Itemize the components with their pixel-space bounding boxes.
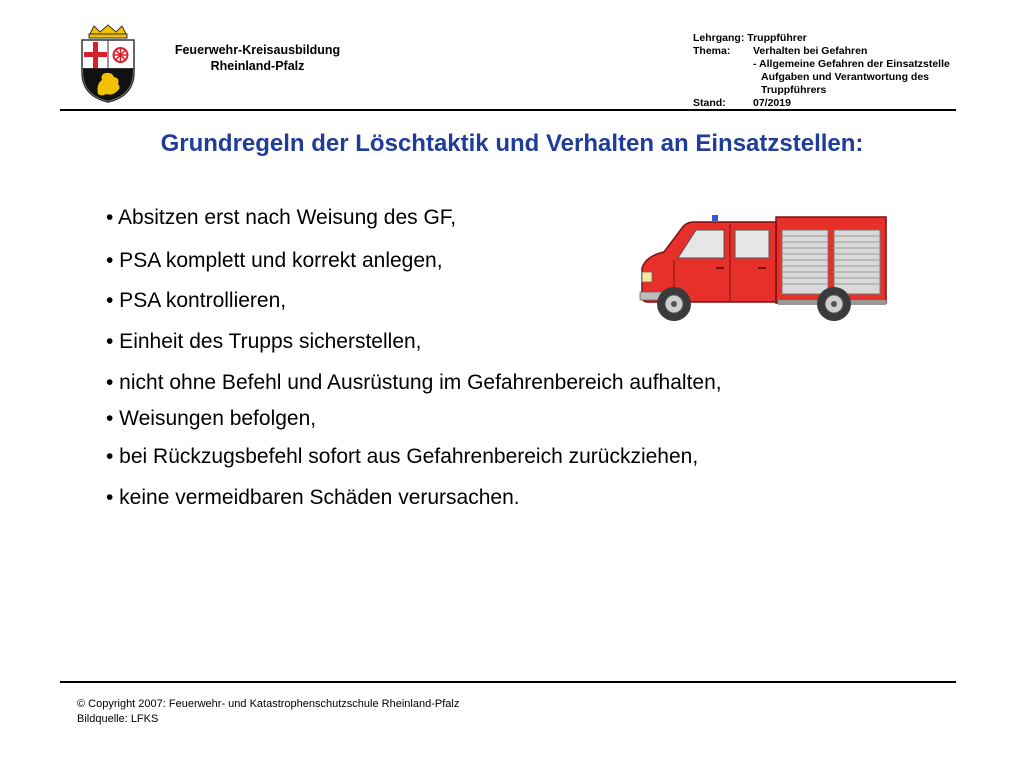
org-line-1: Feuerwehr-Kreisausbildung [174,43,341,57]
footer-divider [60,681,956,683]
list-item: • bei Rückzugsbefehl sofort aus Gefahrenbereich zurückziehen, [106,445,699,468]
list-item: • Absitzen erst nach Weisung des GF, [106,206,457,229]
thema-sub-2: Aufgaben und Verantwortung des [761,71,930,83]
lehrgang-value: Truppführer [747,32,807,44]
thema-sub-3: Truppführers [761,84,827,96]
stand-label: Stand: [693,97,726,109]
list-item: • Weisungen befolgen, [106,407,317,430]
thema-label: Thema: [693,45,731,57]
list-item: • PSA komplett und korrekt anlegen, [106,249,443,272]
thema-row [693,45,950,58]
thema-sub-1: - Allgemeine Gefahren der Einsatzstelle [753,58,950,70]
stand-value: 07/2019 [753,97,791,109]
lehrgang-label: Lehrgang: [693,32,745,44]
list-item: • Einheit des Trupps sicherstellen, [106,330,422,353]
list-item: • keine vermeidbaren Schäden verursachen. [106,486,520,509]
fire-truck-icon [638,212,890,324]
coat-of-arms-icon [76,24,140,104]
lehrgang-row [693,32,950,45]
list-item: • nicht ohne Befehl und Ausrüstung im Gefahrenbereich aufhalten, [106,371,722,394]
page-title: Grundregeln der Löschtaktik und Verhalten an Einsatzstellen: [160,130,864,157]
org-line-2: Rheinland-Pfalz [210,59,305,73]
footer [77,697,459,727]
organization-name [150,42,365,74]
copyright-text: © Copyright 2007: Feuerwehr- und Katastrophenschutzschule Rheinland-Pfalz [77,698,460,710]
header-divider [60,109,956,111]
course-meta [693,32,950,110]
list-item: • PSA kontrollieren, [106,289,287,312]
thema-value: Verhalten bei Gefahren [753,45,868,57]
image-source-text: Bildquelle: LFKS [77,713,159,725]
